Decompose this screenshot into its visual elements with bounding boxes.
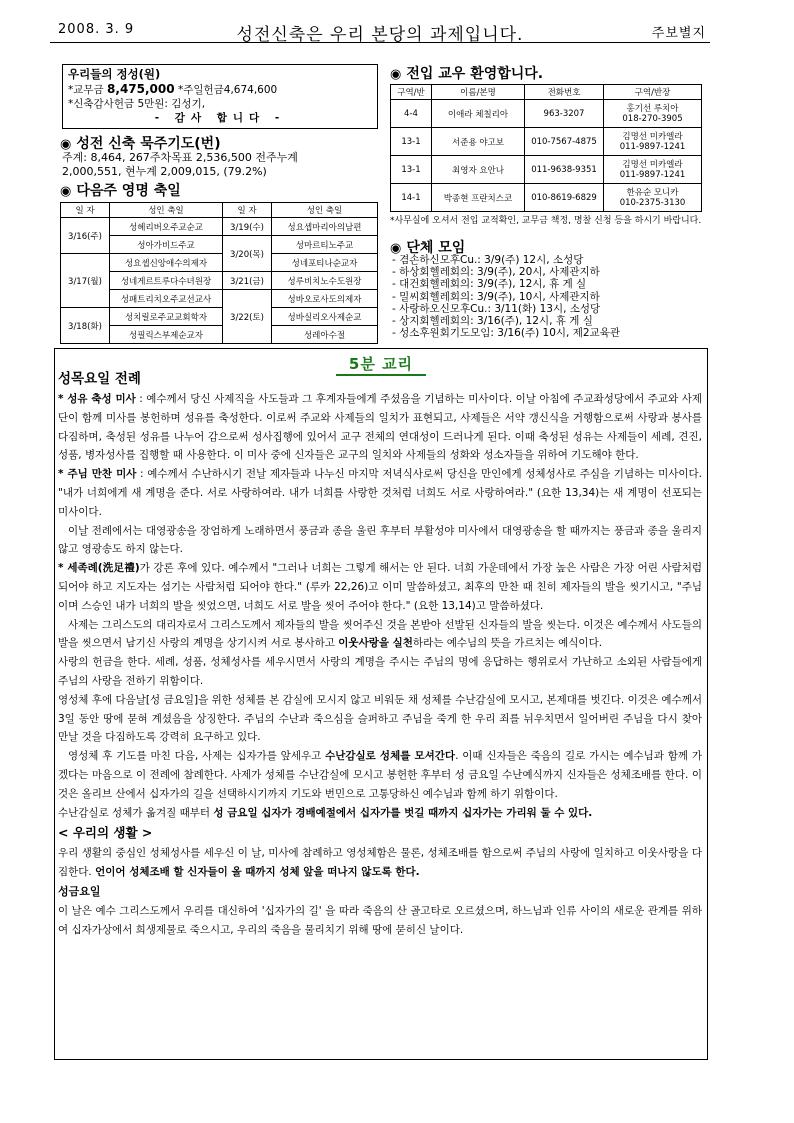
groups-list	[392, 254, 620, 339]
list-item: - 성소후원회기도모임: 3/16(주) 10시, 제2교육관	[392, 327, 620, 340]
saints-header-row	[61, 203, 378, 218]
header-date: 2008. 3. 9	[58, 22, 135, 37]
list-item: - 밀씨회헬레회의: 3/9(주), 10시, 사제관지하	[392, 290, 600, 303]
catechism-title: 5분 교리	[336, 353, 426, 376]
col-saint: 성인 축일	[110, 203, 223, 218]
date-cell: 3/16(주)	[61, 218, 110, 254]
faculty-header-row	[391, 85, 702, 100]
table-row	[391, 184, 702, 212]
date-cell: 3/22(토)	[223, 290, 272, 344]
paragraph	[58, 616, 702, 654]
date-cell: 3/18(화)	[61, 308, 110, 344]
faculty-table	[390, 84, 702, 212]
faculty-heading: 전입 교우 환영합니다.	[406, 66, 544, 82]
col-date: 일 자	[61, 203, 110, 218]
bold-term: 수난감실로 성체를 모셔간다	[325, 750, 456, 763]
col-name: 이름/본명	[432, 85, 525, 100]
table-row	[61, 254, 378, 272]
section-heading: 성금요일	[58, 884, 101, 898]
saints-heading: 다음주 영명 축일	[76, 183, 181, 199]
table-row	[391, 100, 702, 128]
paragraph	[58, 804, 702, 823]
paragraph: 이날 전례에서는 대영광송을 장엄하게 노래하면서 풍금과 종을 울린 후부터 부활성야 미사에서 대영광송을 할 때까지는 풍금과 종을 울리지 않고 영광송도 하지 않는다.	[58, 524, 702, 556]
col-date: 일 자	[223, 203, 272, 218]
zone-cell: 13-1	[391, 128, 432, 156]
paragraph	[58, 844, 702, 882]
bullet-circle-icon: ◉	[390, 241, 402, 256]
list-item: - 대건회헬레회의: 3/9(주), 12시, 휴 게 실	[392, 278, 587, 291]
leader-cell	[604, 128, 702, 156]
leader-cell	[604, 184, 702, 212]
zone-cell: 4-4	[391, 100, 432, 128]
leader-phone: 011-9897-1241	[619, 141, 686, 152]
phone-cell: 011-9638-9351	[525, 156, 604, 184]
list-item: - 사랑하오신모후Cu.: 3/11(화) 13시, 소성당	[392, 302, 601, 315]
bold-term: * 성유 축성 미사	[58, 393, 136, 405]
bullet-circle-icon: ◉	[390, 67, 402, 82]
bold-term: * 세족례(洗足禮)	[58, 562, 140, 575]
list-item: - 상지회헬레회의: 3/16(주), 12시, 휴 게 실	[392, 315, 593, 328]
phone-cell: 963-3207	[525, 100, 604, 128]
bold-term: * 주님 만찬 미사	[58, 468, 137, 481]
name-cell: 서준용 야고보	[432, 128, 525, 156]
paragraph-text: . 이때 신자들은 죽음의 길로 가시는 예수님과 함께 가겠다는 마음으로 이 전례에 참례한다. 사제가 성체를 수난감실에 모시고 봉헌한 후부터 성 금요일 수난예식까지 신자들은 성체조배를 한다. 이것은 올리브 산에서 십자가의 길을 선택하시기까지 기도와 번민으로 고통당하신 예수님과 함께 하기 위함이다.	[58, 750, 703, 800]
paragraph-text: 우리 생활의 중심인 성체성사를 세우신 이 날, 미사에 참례하고 영성체함은 물론, 성체조배를 함으로써 주님의 사랑에 일치하고 이웃사랑을 다짐한다.	[58, 847, 702, 879]
novena-text	[62, 151, 298, 178]
offering-rest: *주일헌금4,674,600	[174, 84, 278, 96]
bullet-circle-icon: ◉	[60, 137, 72, 152]
paragraph: 이 날은 예수 그리스도께서 우리를 대신하여 '십자가의 길' 을 따라 죽음의 산 골고타로 오르셨으며, 하느님과 인류 사이의 새로운 관계를 위하여 십자가상에서 희생제물로 죽으시고, 우리의 죽음을 물리치기 위해 땅에 묻히신 날이다.	[58, 904, 702, 936]
name-cell: 최영자 요안나	[432, 156, 525, 184]
paragraph-text: 하라는 예수님의 뜻을 가르치는 예식이다.	[412, 637, 603, 650]
col-saint: 성인 축일	[272, 203, 378, 218]
header-label: 주보별지	[651, 26, 706, 41]
saint-cell: 성바실리오사제순교	[272, 308, 378, 326]
leader-name: 김명선 미카엘라	[622, 159, 683, 170]
leader-name: 홍기선 루치아	[626, 103, 679, 114]
table-row	[391, 156, 702, 184]
groups-heading: 단체 모임	[406, 240, 466, 256]
paragraph-text: 가 강론 후에 있다. 예수께서 "그러나 너희는 그렇게 해서는 안 된다. 너희 가운데에서 가장 높은 사람은 가장 어린 사람처럼 되어야 하고 지도자는 섬기는 사람처럼 되어야 한다." (루카 22,26)고 이미 말씀하셨고, 최후의 만찬 때 친히 제자들의 발을 씻기시고, "주님이며 스승인 내가 너희의 발을 씻었으면, 너희도 서로 발을 씻어 주어야 한다." (요한 13,14)고 말씀하셨다.	[58, 562, 702, 612]
phone-cell: 010-8619-6829	[525, 184, 604, 212]
date-cell: 3/19(수)	[223, 218, 272, 236]
saint-cell: 성패트리치오주교선교사	[110, 290, 223, 308]
bold-term: 이웃사랑을 실천	[338, 637, 413, 650]
paragraph	[58, 747, 702, 803]
paragraph-text: 수난감실로 성체가 옮겨질 때부터	[58, 806, 214, 819]
offering-amount: 8,475,000	[107, 82, 175, 96]
novena-heading: 성전 신축 묵주기도(번)	[76, 136, 221, 152]
list-item: - 겸손하신모후Cu.: 3/9(주) 12시, 소성당	[392, 254, 584, 266]
name-cell: 박종현 프란치스코	[432, 184, 525, 212]
date-cell: 3/17(월)	[61, 254, 110, 308]
list-item: - 하상회헬레회의: 3/9(주), 20시, 사제관지하	[392, 266, 600, 279]
saint-cell: 성아가비드주교	[110, 236, 223, 254]
saint-cell: 성마르티노주교	[272, 236, 378, 254]
leader-phone: 010-2375-3130	[619, 197, 686, 208]
paragraph	[58, 465, 702, 521]
section-heading: 성목요일 전례	[58, 371, 141, 387]
zone-cell: 13-1	[391, 156, 432, 184]
offering-line-2: *신축감사헌금 5만원: 김성기,	[68, 98, 206, 110]
col-phone: 전화번호	[525, 85, 604, 100]
saint-cell: 성헤리버오주교순교	[110, 218, 223, 236]
novena-heading-row	[60, 133, 221, 153]
paragraph	[58, 390, 702, 465]
leader-cell	[604, 100, 702, 128]
page-header	[50, 22, 710, 43]
saint-cell: 성레아수절	[272, 326, 378, 344]
offering-line-1	[68, 82, 372, 97]
leader-cell	[604, 156, 702, 184]
leader-name: 김명선 미카엘라	[622, 131, 683, 142]
saint-cell: 성바오로사도의제자	[272, 290, 378, 308]
bold-term: 성 금요일 십자가 경배예절에서 십자가를 벗길 때까지 십자가는 가리워 둘 수 있다.	[213, 806, 593, 819]
saints-heading-row	[60, 180, 181, 200]
col-leader: 구역/반장	[604, 85, 702, 100]
saint-cell: 성요셉마리아의남편	[272, 218, 378, 236]
faculty-note: *사무실에 오셔서 전입 교적확인, 교무금 책정, 명찰 신청 등을 하시기 바랍니다.	[390, 216, 702, 226]
table-row	[61, 308, 378, 326]
section-heading: < 우리의 생활 >	[58, 825, 153, 841]
faculty-heading-row	[390, 63, 543, 83]
table-row	[391, 128, 702, 156]
paragraph	[58, 559, 702, 615]
paragraph: 영성체 후에 다음날[성 금요일]을 위한 성체를 본 감실에 모시지 않고 비워둔 채 성체를 수난감실에 모시고, 본제대를 벗긴다. 이것은 예수께서 3일 동안 땅에 묻혀 계셨음을 상징한다. 주님의 수난과 죽으심을 슬퍼하고 주님을 죽게 한 우리 죄를 뉘우치면서 일어버린 주님을 다시 찾아 만날 것을 다짐하도록 강력히 요구하고 있다.	[58, 693, 702, 744]
saints-table	[60, 202, 378, 344]
saint-cell: 성필릭스부제순교자	[110, 326, 223, 344]
paragraph-text: : 예수께서 수난하시기 전날 제자들과 나누신 마지막 저녁식사로써 당신을 만인에게 성체성사로 주심을 기념하는 미사이다. "내가 너희에게 새 계명을 준다. 서로 사랑하여라. 내가 너희를 사랑한 것처럼 너희도 서로 사랑하여라." (요한 13,34)는 새 계명이 선포되는 미사이다.	[58, 468, 702, 518]
saint-cell: 성루비치노수도원장	[272, 272, 378, 290]
name-cell: 이애라 체칠리아	[432, 100, 525, 128]
table-row	[61, 218, 378, 236]
zone-cell: 14-1	[391, 184, 432, 212]
saint-cell: 성치릴로주교교회학자	[110, 308, 223, 326]
leader-phone: 011-9897-1241	[619, 169, 686, 180]
paragraph-text: : 예수께서 당신 사제직을 사도들과 그 후계자들에게 주셨음을 기념하는 미사이다. 이날 아침에 주교좌성당에서 주교와 사제단이 함께 미사를 봉헌하며 성유를 축성한다. 이로써 주교와 사제들의 일치가 표현되고, 사제들은 서약 갱신식을 거행함으로써 사랑과 봉사를 다짐하며, 축성된 성유를 나누어 감으로써 성사집행에 있어서 교구 전체의 연대성이 드러나게 된다. 이때 축성된 성유는 사제들이 세례, 견진, 성품, 병자성사를 집행할 때 사용한다. 이 미사 중에 신자들은 교구의 일치와 사제들의 성화와 성소자들을 위하여 기도해야 한다.	[58, 393, 702, 462]
novena-line-2: 2,000,551, 현누계 2,009,015, (79.2%)	[62, 164, 267, 178]
paragraph: 사랑의 헌금을 한다. 세례, 성품, 성체성사를 세우시면서 사랑의 계명을 주시는 주님의 명에 응답하는 행위로서 가난하고 소외된 사람들에게 주님의 사랑을 전하기 위함이다.	[58, 656, 702, 687]
offering-heading: 우리들의 정성(원)	[68, 67, 161, 81]
saint-cell: 성요셉신앙애수의제자	[110, 254, 223, 272]
offering-label: *교무금	[68, 84, 108, 96]
novena-line-1: 주계: 8,464, 267주차목표 2,536,500 전주누계	[62, 151, 298, 164]
bold-term: 언이어 성체조배 할 신자들이 올 때까지 성체 앞을 떠나지 않도록 한다.	[95, 866, 420, 879]
offering-box	[62, 64, 378, 129]
col-zone: 구역/반	[391, 85, 432, 100]
bullet-circle-icon: ◉	[60, 184, 72, 199]
offering-thanks: - 감사 합니다 -	[154, 112, 286, 124]
leader-phone: 018-270-3905	[622, 113, 683, 124]
phone-cell: 010-7567-4875	[525, 128, 604, 156]
date-cell: 3/20(목)	[223, 236, 272, 272]
paragraph-text: 영성체 후 기도를 마친 다음, 사제는 십자가를 앞세우고	[68, 750, 326, 763]
paragraph-text: 사제는 그리스도의 대리자로서 그리스도께서 제자들의 발을 씻어주신 것을 본받아 선발된 신자들의 발을 씻는다. 이것은 예수께서 사도들의 발을 씻으면서 남기신 사랑의 계명을 상기시켜 서로 봉사하고	[58, 618, 702, 650]
leader-name: 한유순 모니카	[626, 187, 679, 198]
saint-cell: 성네포티나순교자	[272, 254, 378, 272]
saint-cell: 성네게르트루다수녀원장	[110, 272, 223, 290]
date-cell: 3/21(금)	[223, 272, 272, 290]
header-title: 성전신축은 우리 본당의 과제입니다.	[236, 25, 524, 45]
catechism-body	[58, 368, 702, 940]
